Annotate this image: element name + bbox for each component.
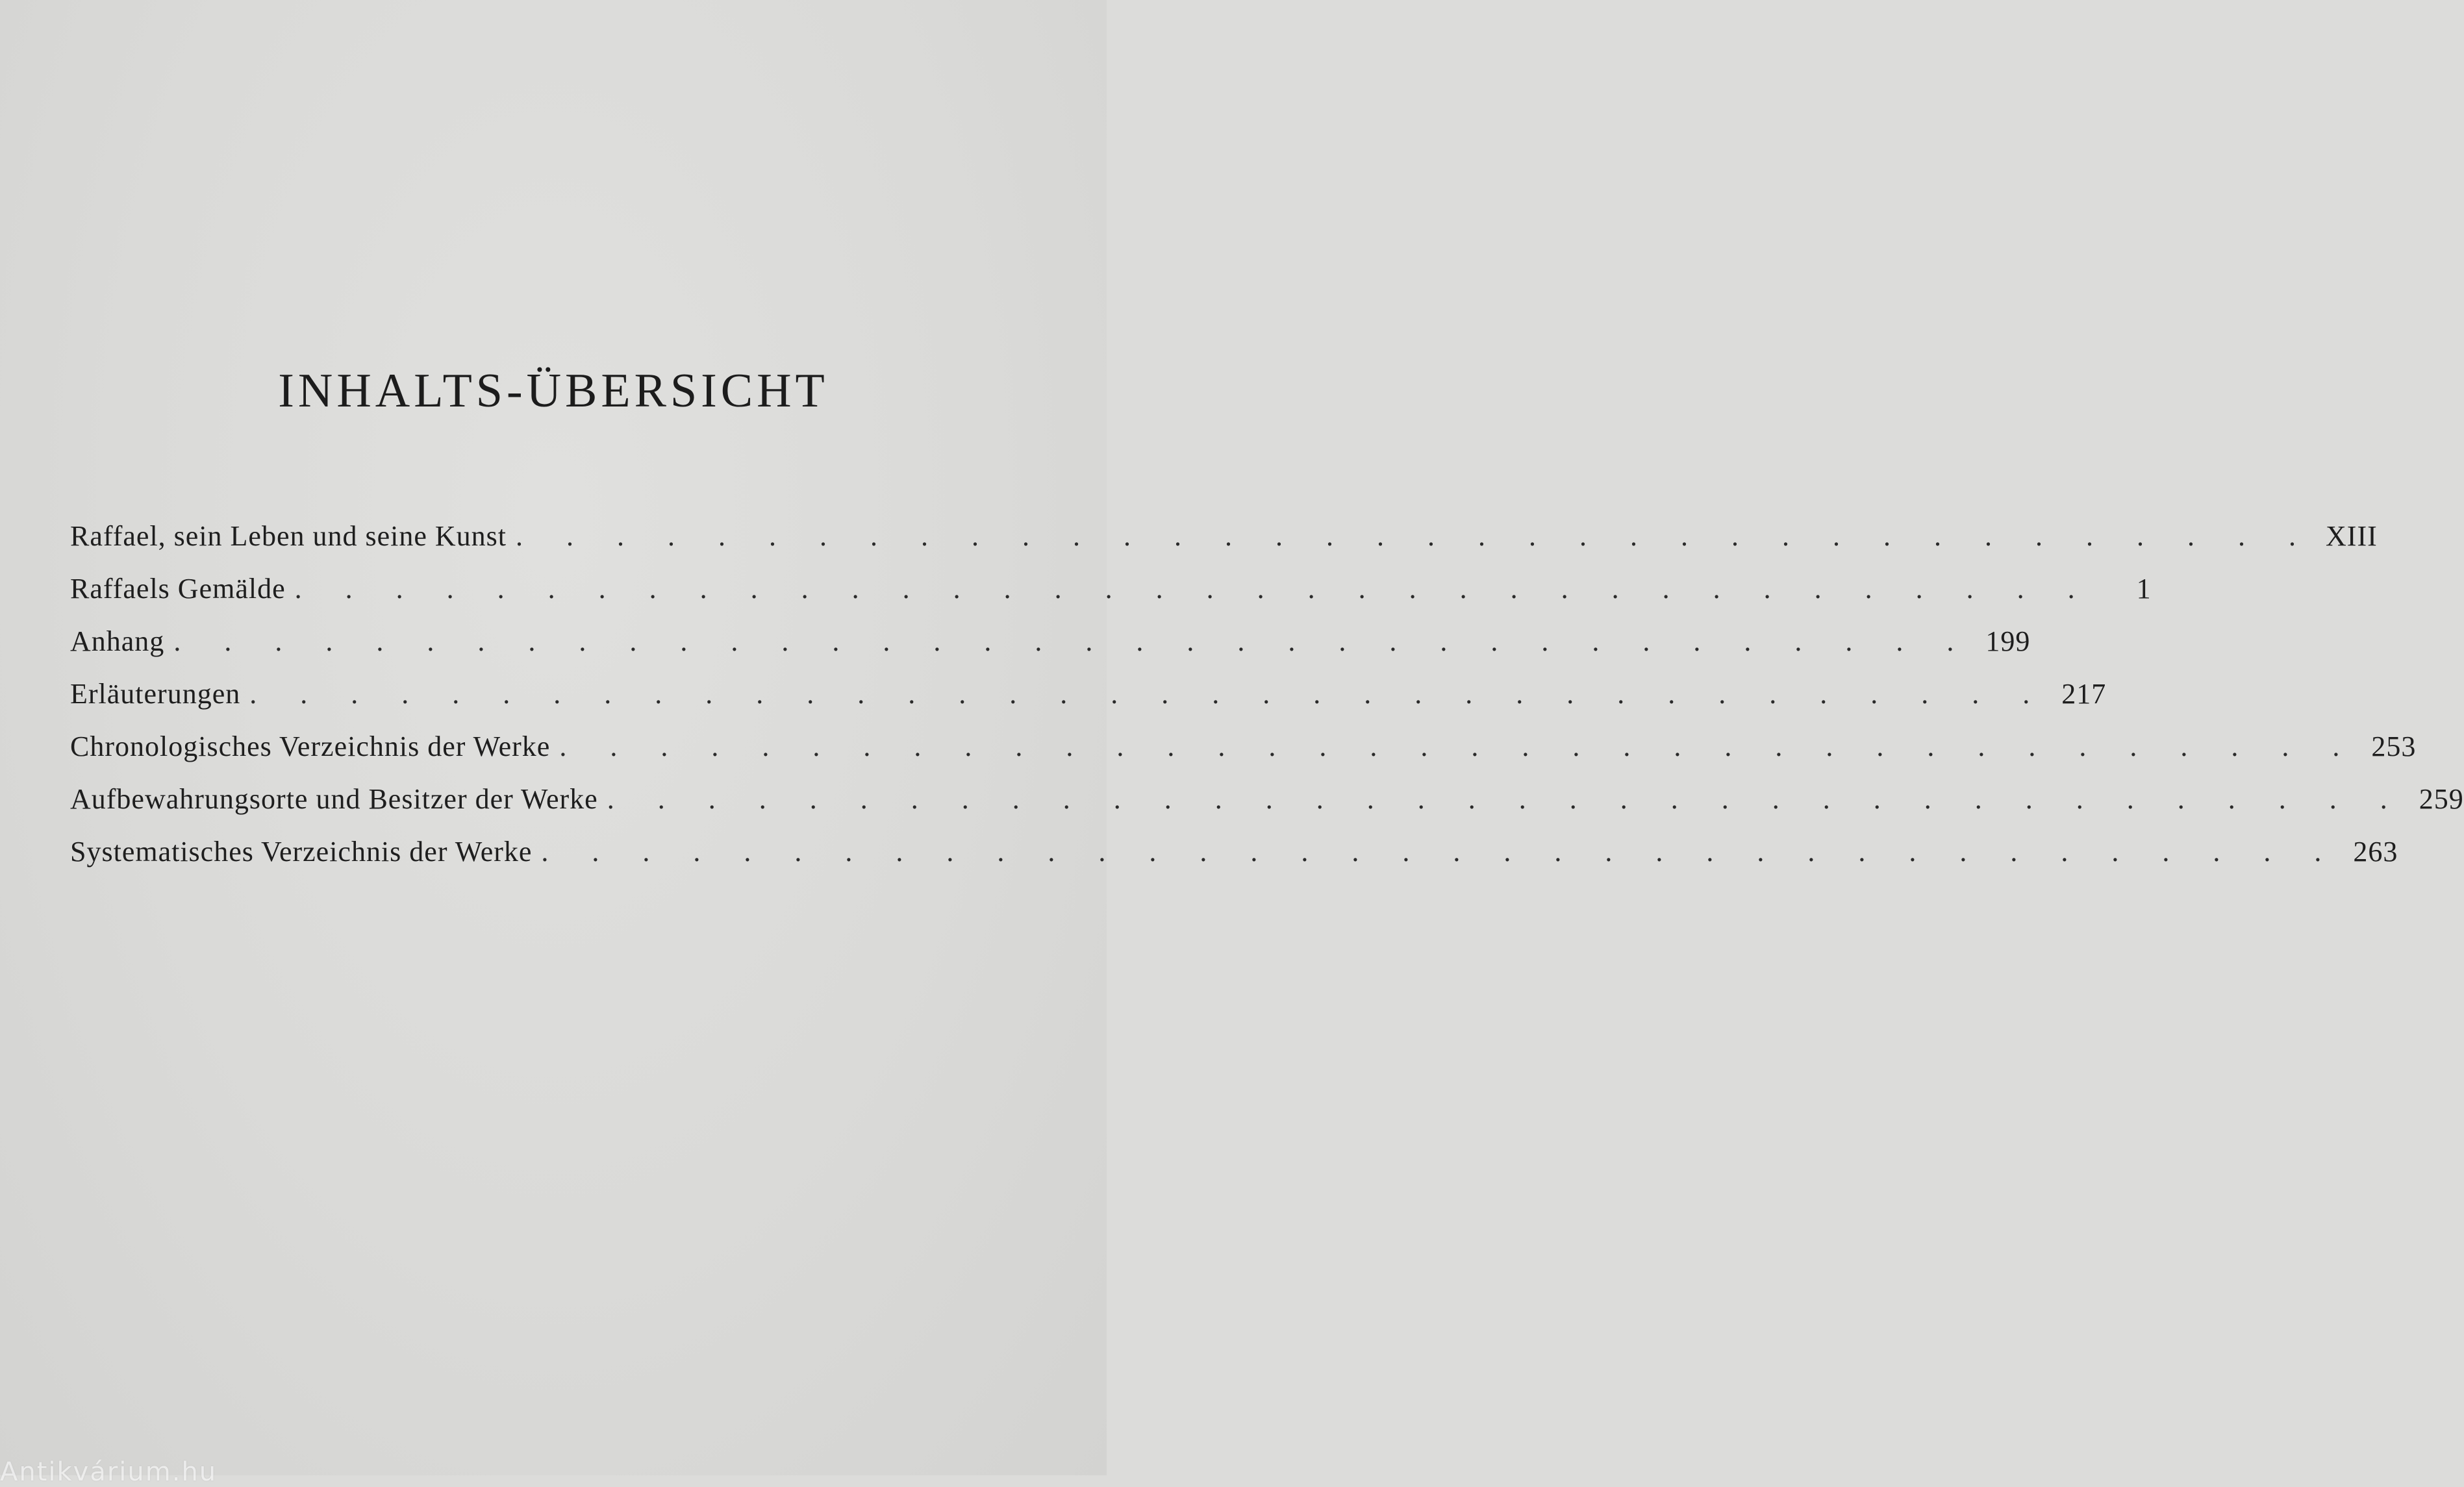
toc-entry-page: 1: [2136, 573, 2152, 605]
toc-entry-label: Systematisches Verzeichnis der Werke: [70, 836, 533, 868]
table-of-contents: [70, 519, 2464, 888]
toc-entry: [70, 519, 2378, 572]
toc-entry: [70, 625, 2031, 677]
toc-entry-page: 253: [2371, 731, 2417, 762]
toc-entry: [70, 835, 2398, 888]
page-title: INHALTS-ÜBERSICHT: [278, 364, 829, 418]
toc-leader-dots: . . . . . . . . . . . . . . . . . . . . . . . . . . . . . . . . . . . .: [173, 625, 1972, 657]
toc-entry: [70, 730, 2417, 782]
toc-entry: [70, 782, 2464, 835]
toc-entry-label: Chronologisches Verzeichnis der Werke: [70, 731, 551, 762]
toc-entry-label: Aufbewahrungsorte und Besitzer der Werke: [70, 783, 598, 815]
toc-leader-dots: . . . . . . . . . . . . . . . . . . . . . . . . . . . . . . . . . . . .: [559, 731, 2358, 762]
toc-entry-page: 217: [2061, 678, 2107, 710]
toc-entry-label: Raffaels Gemälde: [70, 573, 286, 605]
toc-leader-dots: . . . . . . . . . . . . . . . . . . . . . . . . . . . . . . . . . . . .: [541, 836, 2340, 868]
toc-entry-label: Anhang: [70, 625, 165, 657]
toc-leader-dots: . . . . . . . . . . . . . . . . . . . . . . . . . . . . . . . . . . . .: [249, 678, 2048, 710]
toc-entry: [70, 572, 2152, 625]
toc-entry-page: 263: [2353, 836, 2398, 868]
toc-entry-label: Raffael, sein Leben und seine Kunst: [70, 520, 507, 552]
toc-entry-label: Erläuterungen: [70, 678, 241, 710]
toc-entry-page: 199: [1985, 625, 2031, 657]
toc-leader-dots: . . . . . . . . . . . . . . . . . . . . . . . . . . . . . . . . . . . .: [607, 783, 2406, 815]
toc-leader-dots: . . . . . . . . . . . . . . . . . . . . . . . . . . . . . . . . . . . .: [516, 520, 2315, 552]
toc-entry: [70, 677, 2107, 730]
toc-leader-dots: . . . . . . . . . . . . . . . . . . . . . . . . . . . . . . . . . . . .: [294, 573, 2093, 605]
toc-entry-page: 259: [2419, 783, 2464, 815]
toc-entry-page: XIII: [2326, 520, 2378, 552]
watermark: Antikvárium.hu: [0, 1457, 218, 1487]
